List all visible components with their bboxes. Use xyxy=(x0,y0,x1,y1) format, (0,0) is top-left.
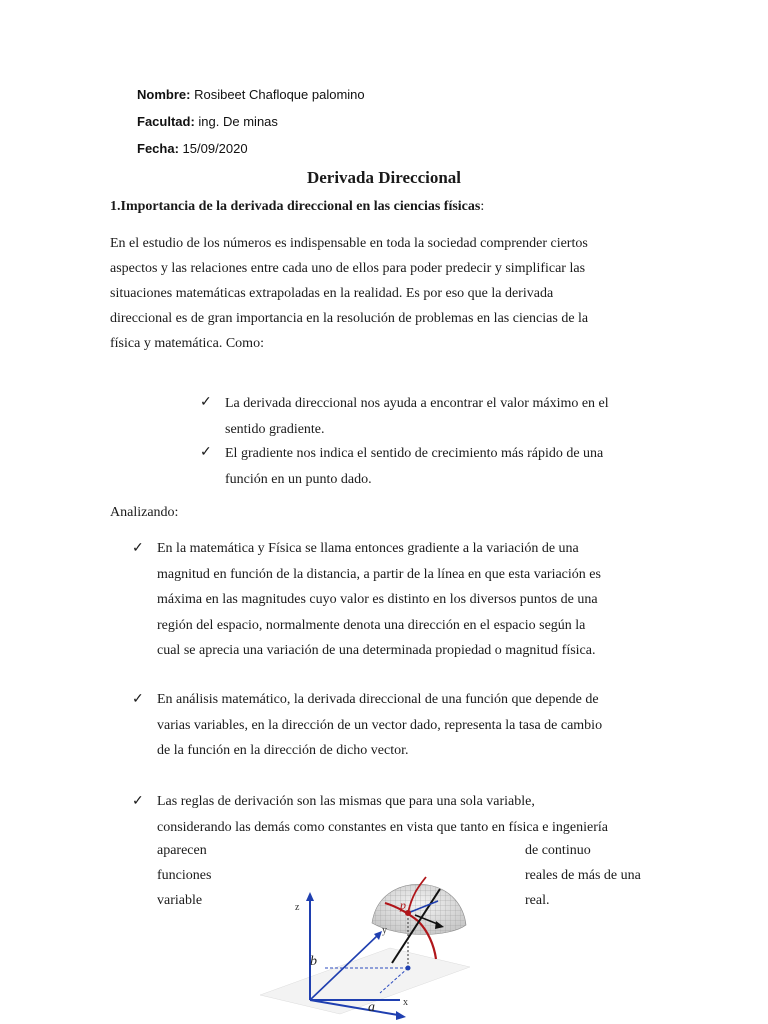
wrap-right-line: reales de más de una xyxy=(525,868,641,883)
intro-line: direccional es de gran importancia en la resolución de problemas en las ciencias de la xyxy=(110,311,589,326)
z-arrow-icon xyxy=(306,892,314,901)
date-label: Fecha: xyxy=(137,141,179,156)
check-icon: ✓ xyxy=(132,541,144,556)
list-item xyxy=(225,391,609,442)
intro-line: En el estudio de los números es indispensable en toda la sociedad comprender ciertos xyxy=(110,236,588,251)
list-item-line: magnitud en función de la distancia, a partir de la línea en que esta variación es xyxy=(157,566,601,582)
faculty-label: Facultad: xyxy=(137,114,195,129)
list-item-line: región del espacio, normalmente denota una dirección en el espacio según la xyxy=(157,617,586,633)
list-item-line: El gradiente nos indica el sentido de crecimiento más rápido de una xyxy=(225,446,604,461)
wrap-left-line: variable xyxy=(157,893,203,908)
check-icon: ✓ xyxy=(200,395,212,410)
section-heading-colon: : xyxy=(480,199,485,214)
check-icon: ✓ xyxy=(200,445,212,460)
intro-line: situaciones matemáticas extrapoladas en la realidad. Es por eso que la derivada xyxy=(110,286,554,301)
faculty-value: ing. De minas xyxy=(198,114,278,129)
section-heading-text: 1.Importancia de la derivada direccional en las ciencias físicas xyxy=(110,199,481,214)
list-item xyxy=(157,687,602,764)
intro-line: física y matemática. Como: xyxy=(110,336,264,351)
wrap-right-line: real. xyxy=(525,893,550,908)
list-item-line: máxima en las magnitudes cuyo valor es distinto en los diversos puntos de una xyxy=(157,592,598,607)
section-heading xyxy=(110,199,484,215)
list-item-line: de la función en la dirección de dicho vector. xyxy=(157,743,409,758)
date-value: 15/09/2020 xyxy=(182,141,248,156)
list-item-line: Las reglas de derivación son las mismas que para una sola variable, xyxy=(157,794,535,809)
x-label: x xyxy=(403,997,408,1008)
b-label: b xyxy=(310,954,317,969)
list-item xyxy=(225,441,603,492)
list-item xyxy=(157,536,601,664)
intro-line: aspectos y las relaciones entre cada uno de ellos para poder predecir y simplificar las xyxy=(110,261,586,276)
date-line xyxy=(137,141,248,156)
list-item-line: sentido gradiente. xyxy=(225,421,325,437)
name-line xyxy=(137,87,365,102)
x-arrow-icon xyxy=(396,1011,406,1020)
analizando-label: Analizando: xyxy=(110,505,179,520)
faculty-line xyxy=(137,114,278,129)
list-item-line: En la matemática y Física se llama entonces gradiente a la variación de una xyxy=(157,541,579,556)
wrap-left-line: funciones xyxy=(157,868,212,883)
list-item-line: considerando las demás como constantes en vista que tanto en física e ingeniería xyxy=(157,819,608,835)
name-value: Rosibeet Chafloque palomino xyxy=(194,87,365,102)
page-title: Derivada Direccional xyxy=(306,168,462,187)
list-item-line: varias variables, en la dirección de un vector dado, representa la tasa de cambio xyxy=(157,717,603,733)
base-point xyxy=(406,966,411,971)
name-label: Nombre: xyxy=(137,87,191,102)
wrap-left-line: aparecen xyxy=(157,843,207,858)
intro-paragraph xyxy=(110,231,588,356)
check-icon: ✓ xyxy=(132,794,144,809)
list-item xyxy=(157,789,608,840)
base-plane xyxy=(260,948,470,1014)
list-item-line: cual se aprecia una variación de una determinada propiedad o magnitud física. xyxy=(157,643,596,658)
a-label: a xyxy=(368,1000,375,1015)
directional-derivative-figure xyxy=(250,855,482,1024)
check-icon: ✓ xyxy=(132,692,144,707)
y-label: y xyxy=(382,925,387,936)
z-label: z xyxy=(295,902,300,913)
wrap-right-line: de continuo xyxy=(525,843,591,858)
list-item-line: función en un punto dado. xyxy=(225,471,372,487)
list-item-line: En análisis matemático, la derivada direccional de una función que depende de xyxy=(157,692,599,707)
p-label: p xyxy=(400,898,406,912)
list-item-line: La derivada direccional nos ayuda a encontrar el valor máximo en el xyxy=(225,396,609,411)
